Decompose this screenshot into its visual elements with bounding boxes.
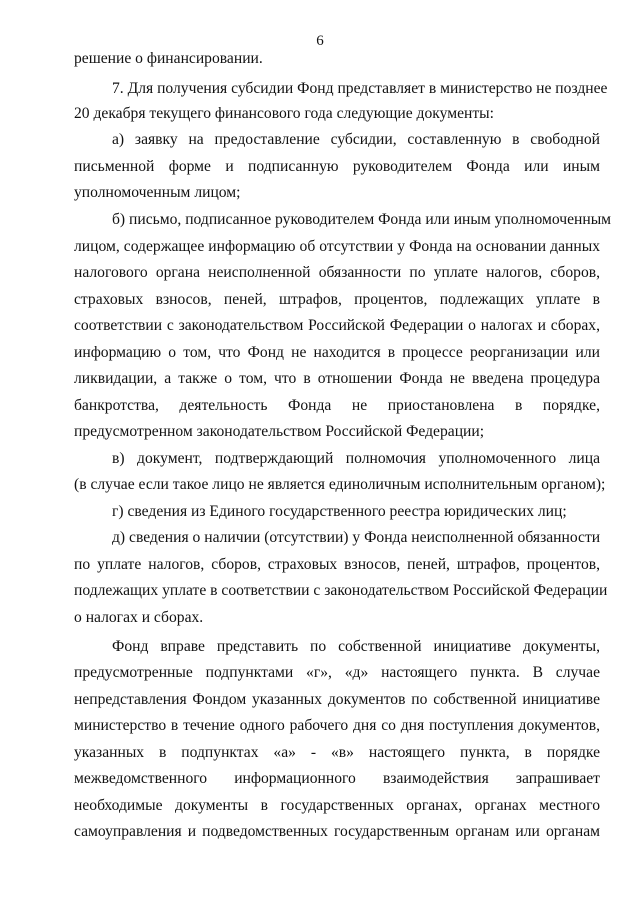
text-line: самоуправления и подведомственных государственным органам или органам bbox=[74, 823, 600, 840]
text-line: соответствии с законодательством Российской Федерации о налогах и сборах, bbox=[74, 317, 600, 334]
text-line: страховых взносов, пеней, штрафов, процентов, подлежащих уплате в bbox=[74, 291, 600, 308]
text-line: лицом, содержащее информацию об отсутствии у Фонда на основании данных bbox=[74, 238, 600, 255]
text-line: Фонд вправе представить по собственной инициативе документы, bbox=[112, 638, 600, 655]
text-line: по уплате налогов, сборов, страховых взносов, пеней, штрафов, процентов, bbox=[74, 556, 600, 573]
text-line: уполномоченным лицом; bbox=[74, 184, 241, 201]
text-line: д) сведения о наличии (отсутствии) у Фонда неисполненной обязанности bbox=[112, 529, 601, 546]
text-line: 7. Для получения субсидии Фонд представляет в министерство не позднее bbox=[112, 80, 608, 97]
page-number: 6 bbox=[316, 33, 324, 49]
text-line: в) документ, подтверждающий полномочия уполномоченного лица bbox=[112, 450, 600, 467]
text-line: о налогах и сборах. bbox=[74, 609, 204, 626]
text-line: ликвидации, а также о том, что в отношении Фонда не введена процедура bbox=[74, 370, 600, 387]
text-line: предусмотренные подпунктами «г», «д» настоящего пункта. В случае bbox=[74, 664, 600, 681]
text-line: указанных в подпунктах «а» - «в» настоящего пункта, в порядке bbox=[74, 744, 600, 761]
text-line: 20 декабря текущего финансового года следующие документы: bbox=[74, 105, 494, 122]
text-line: налогового органа неисполненной обязанности по уплате налогов, сборов, bbox=[74, 264, 600, 281]
text-line: банкротства, деятельность Фонда не приостановлена в порядке, bbox=[74, 397, 600, 414]
text-line: а) заявку на предоставление субсидии, составленную в свободной bbox=[112, 131, 600, 148]
text-line: письменной форме и подписанную руководителем Фонда или иным bbox=[74, 158, 600, 175]
text-line: министерство в течение одного рабочего дня со дня поступления документов, bbox=[74, 717, 600, 734]
text-line: (в случае если такое лицо не является единоличным исполнительным органом); bbox=[74, 476, 606, 493]
text-line: непредставления Фондом указанных документов по собственной инициативе bbox=[74, 691, 600, 708]
text-line: решение о финансировании. bbox=[74, 50, 263, 67]
text-line: предусмотренном законодательством Российской Федерации; bbox=[74, 423, 485, 440]
text-line: необходимые документы в государственных органах, органах местного bbox=[74, 797, 600, 814]
text-line: информацию о том, что Фонд не находится в процессе реорганизации или bbox=[74, 344, 600, 361]
text-line: г) сведения из Единого государственного реестра юридических лиц; bbox=[112, 503, 567, 520]
text-line: подлежащих уплате в соответствии с законодательством Российской Федерации bbox=[74, 582, 608, 599]
text-line: межведомственного информационного взаимодействия запрашивает bbox=[74, 770, 600, 787]
text-line: б) письмо, подписанное руководителем Фонда или иным уполномоченным bbox=[112, 211, 612, 228]
